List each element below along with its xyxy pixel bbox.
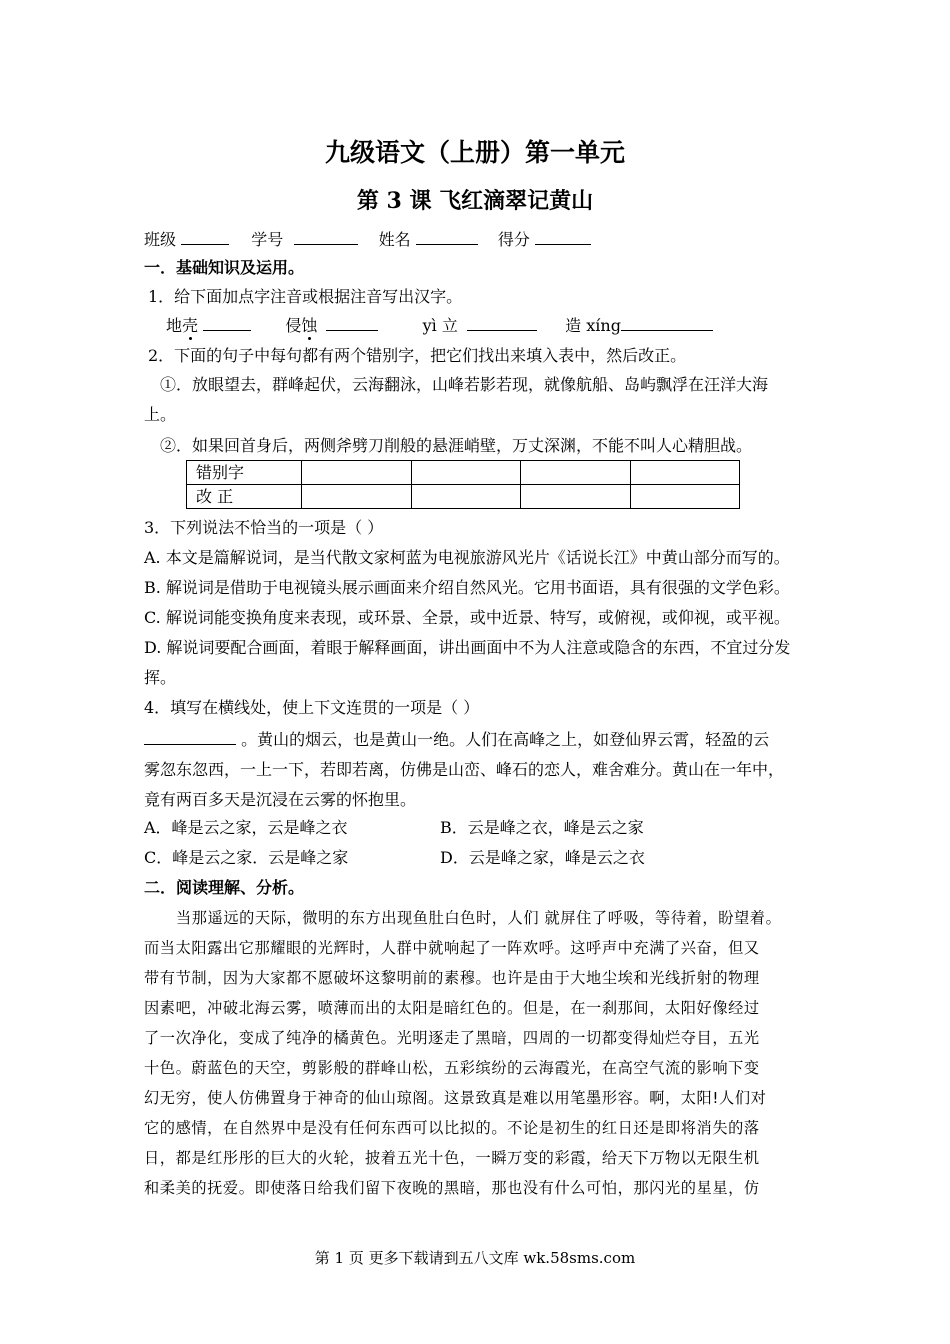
section2-heading: 二．阅读理解、分析。	[144, 878, 305, 897]
q4-option-d: D．云是峰之家，峰是云之衣	[440, 848, 645, 867]
q2-text: 2．下面的句子中每句都有两个错别字，把它们找出来填入表中，然后改正。	[148, 346, 687, 365]
q1-blank-3[interactable]	[467, 314, 537, 331]
q3-option-a: A. 本文是篇解说词，是当代散文家柯蓝为电视旅游风光片《话说长江》中黄山部分而写的。	[144, 548, 790, 567]
q3-option-d-cont: 挥。	[144, 668, 177, 687]
table-cell[interactable]	[521, 485, 631, 509]
q4-passage-line-2: 雾忽东忽西，一上一下，若即若离，仿佛是山峦、峰石的恋人，难舍难分。黄山在一年中，	[144, 760, 785, 779]
table-cell[interactable]	[630, 461, 740, 485]
page-title: 九级语文（上册）第一单元	[324, 138, 625, 167]
q2-sentence-1: ①．放眼望去，群峰起伏，云海翻泳，山峰若影若现，就像航船、岛屿飘浮在汪洋大海	[160, 375, 769, 394]
lesson-title: 第 3 课 飞红滴翠记黄山	[356, 188, 594, 214]
correction-table	[186, 460, 740, 509]
passage-line: 和柔美的抚爱。即使落日给我们留下夜晚的黑暗，那也没有什么可怕，那闪光的星星，仿	[144, 1179, 760, 1197]
dotted-char-1: 壳	[182, 316, 199, 335]
q4-passage-line-1: 。黄山的烟云，也是黄山一绝。人们在高峰之上，如登仙界云霄，轻盈的云	[144, 728, 769, 750]
q1-blank-1[interactable]	[203, 314, 251, 331]
row-label-errors: 错别字	[187, 461, 302, 485]
table-cell[interactable]	[302, 461, 412, 485]
q1-blank-2[interactable]	[326, 314, 378, 331]
q2-sentence-1-cont: 上。	[144, 405, 177, 424]
q4-option-c: C．峰是云之家．云是峰之家	[144, 848, 349, 867]
passage-line: 当那遥远的天际，微明的东方出现鱼肚白色时，人们 就屏住了呼吸，等待着，盼望着。	[176, 909, 782, 927]
q3-text: 3．下列说法不恰当的一项是（ ）	[144, 518, 384, 537]
table-row	[187, 485, 740, 509]
table-cell[interactable]	[630, 485, 740, 509]
q1-blank-4[interactable]	[621, 314, 713, 331]
q1-items: 地壳 侵蚀 yì 立 造 xíng	[166, 314, 713, 336]
row-label-correct: 改 正	[187, 485, 302, 509]
page-footer: 第 1 页 更多下载请到五八文库 wk.58sms.com	[314, 1249, 636, 1267]
passage-line: 十色。蔚蓝色的天空，剪影般的群峰山松，五彩缤纷的云海霞光，在高空气流的影响下变	[144, 1059, 760, 1077]
q4-blank[interactable]	[144, 728, 236, 745]
score-label: 得分	[497, 230, 530, 249]
q2-sentence-2: ②．如果回首身后，两侧斧劈刀削般的悬涯峭壁，万丈深渊，不能不叫人心精胆战。	[160, 436, 753, 455]
score-blank[interactable]	[535, 228, 591, 245]
name-label: 姓名	[378, 230, 411, 249]
passage-line: 带有节制，因为大家都不愿破坏这黎明前的素穆。也许是由于大地尘埃和光线折射的物理	[144, 969, 760, 987]
student-info-line	[144, 228, 591, 250]
number-blank[interactable]	[294, 228, 358, 245]
table-cell[interactable]	[411, 461, 521, 485]
q4-option-b: B．云是峰之衣，峰是云之家	[440, 818, 644, 837]
class-blank[interactable]	[181, 228, 229, 245]
q3-option-b: B. 解说词是借助于电视镜头展示画面来介绍自然风光。它用书面语，具有很强的文学色彩。	[144, 578, 790, 597]
passage-line: 因素吧，冲破北海云雾，喷薄而出的太阳是暗红色的。但是，在一刹那间，太阳好像经过	[144, 999, 760, 1017]
table-cell[interactable]	[302, 485, 412, 509]
q1-text: 1．给下面加点字注音或根据注音写出汉字。	[148, 287, 463, 306]
q3-option-c: C. 解说词能变换角度来表现，或环景、全景，或中近景、特写，或俯视，或仰视，或平视。	[144, 608, 790, 627]
q4-text: 4．填写在横线处，使上下文连贯的一项是（ ）	[144, 698, 480, 717]
name-blank[interactable]	[416, 228, 478, 245]
q4-passage-line-3: 竟有两百多天是沉浸在云雾的怀抱里。	[144, 790, 417, 809]
passage-line: 幻无穷，使人仿佛置身于神奇的仙山琼阁。这景致真是难以用笔墨形容。啊，太阳!人们对	[144, 1089, 767, 1107]
q3-option-d: D. 解说词要配合画面，着眼于解释画面，讲出画面中不为人注意或隐含的东西，不宜过分发	[144, 638, 791, 657]
table-row	[187, 461, 740, 485]
dotted-char-2: 蚀	[301, 316, 318, 335]
table-cell[interactable]	[521, 461, 631, 485]
passage-line: 而当太阳露出它那耀眼的光辉时，人群中就响起了一阵欢呼。这呼声中充满了兴奋，但又	[144, 939, 760, 957]
q4-option-a: A．峰是云之家，云是峰之衣	[144, 818, 348, 837]
passage-line: 它的感情，在自然界中是没有任何东西可以比拟的。不论是初生的红日还是即将消失的落	[144, 1119, 760, 1137]
table-cell[interactable]	[411, 485, 521, 509]
passage-line: 了一次净化，变成了纯净的橘黄色。光明逐走了黑暗，四周的一切都变得灿烂夺目，五光	[144, 1029, 760, 1047]
class-label: 班级	[144, 230, 177, 249]
section1-heading: 一．基础知识及运用。	[144, 258, 305, 277]
number-label: 学号	[251, 230, 284, 249]
passage-line: 日，都是红彤彤的巨大的火轮，披着五光十色，一瞬万变的彩霞，给天下万物以无限生机	[144, 1149, 760, 1167]
